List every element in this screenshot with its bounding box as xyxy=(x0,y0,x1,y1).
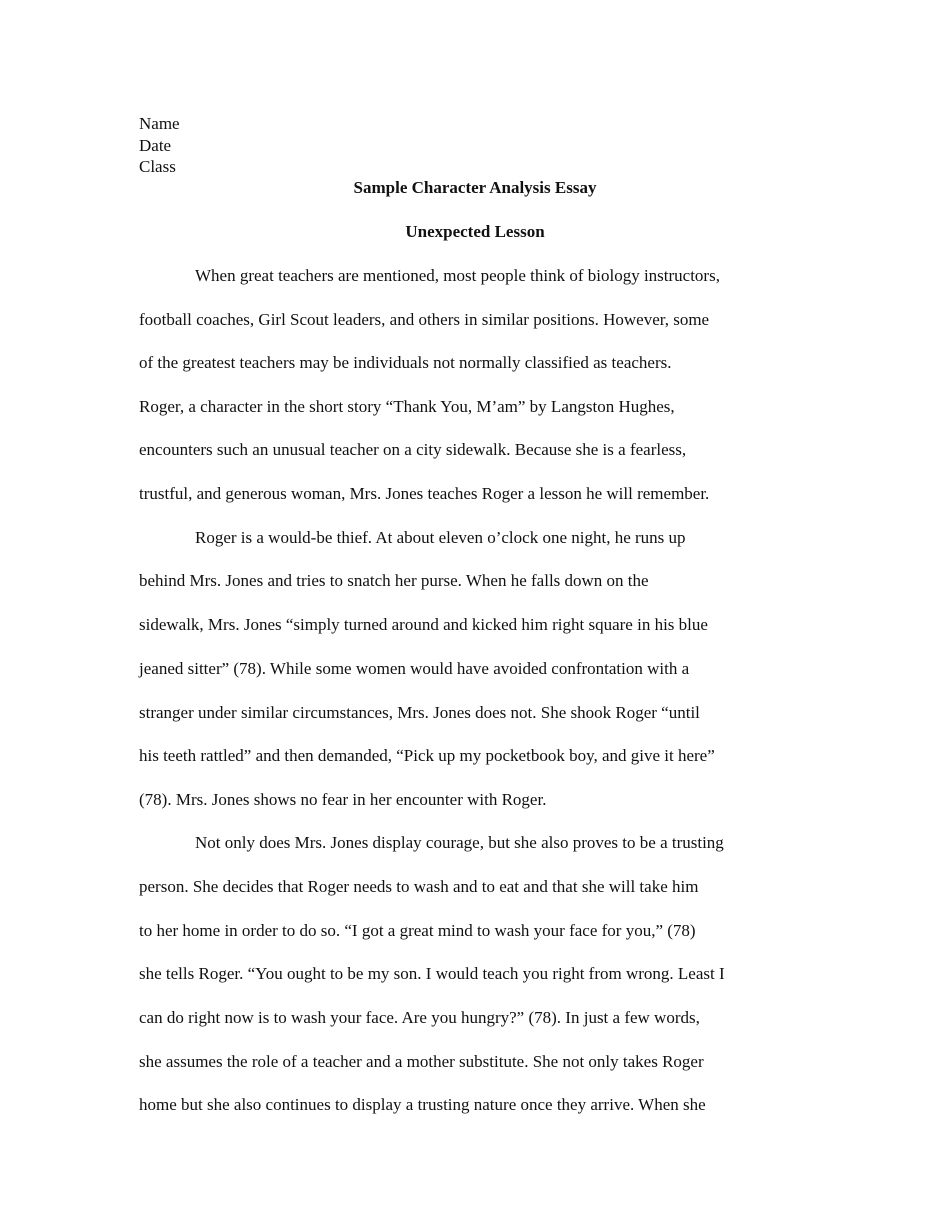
body-line: his teeth rattled” and then demanded, “Pick up my pocketbook boy, and give it here” xyxy=(139,746,715,765)
body-line: jeaned sitter” (78). While some women would have avoided confrontation with a xyxy=(139,659,690,678)
body-line: of the greatest teachers may be individuals not normally classified as teachers. xyxy=(139,353,672,372)
body-line: Roger, a character in the short story “Thank You, M’am” by Langston Hughes, xyxy=(139,397,675,416)
body-line: she tells Roger. “You ought to be my son. I would teach you right from wrong. Least I xyxy=(139,964,725,983)
body-line: can do right now is to wash your face. Are you hungry?” (78). In just a few words, xyxy=(139,1008,700,1027)
body-line: (78). Mrs. Jones shows no fear in her encounter with Roger. xyxy=(139,790,547,809)
body-line: stranger under similar circumstances, Mrs. Jones does not. She shook Roger “until xyxy=(139,703,700,722)
essay-title: Unexpected Lesson xyxy=(405,222,545,241)
body-line: encounters such an unusual teacher on a city sidewalk. Because she is a fearless, xyxy=(139,440,687,459)
student-header xyxy=(139,113,180,178)
body-line: Roger is a would-be thief. At about eleven o’clock one night, he runs up xyxy=(195,528,686,547)
header-class: Class xyxy=(139,157,176,176)
header-name: Name xyxy=(139,114,180,133)
body-line: person. She decides that Roger needs to wash and to eat and that she will take him xyxy=(139,877,699,896)
essay-heading: Sample Character Analysis Essay xyxy=(353,178,597,197)
body-line: sidewalk, Mrs. Jones “simply turned around and kicked him right square in his blue xyxy=(139,615,708,634)
header-date: Date xyxy=(139,135,172,155)
body-line: to her home in order to do so. “I got a great mind to wash your face for you,” (78) xyxy=(139,921,696,940)
body-line: home but she also continues to display a trusting nature once they arrive. When she xyxy=(139,1095,706,1114)
body-line: When great teachers are mentioned, most people think of biology instructors, xyxy=(195,266,720,285)
body-line: behind Mrs. Jones and tries to snatch her purse. When he falls down on the xyxy=(139,571,649,590)
body-line: football coaches, Girl Scout leaders, and others in similar positions. However, some xyxy=(139,310,710,329)
body-line: trustful, and generous woman, Mrs. Jones teaches Roger a lesson he will remember. xyxy=(139,484,710,503)
body-line: Not only does Mrs. Jones display courage, but she also proves to be a trusting xyxy=(195,833,724,852)
body-line: she assumes the role of a teacher and a mother substitute. She not only takes Roger xyxy=(139,1052,704,1071)
